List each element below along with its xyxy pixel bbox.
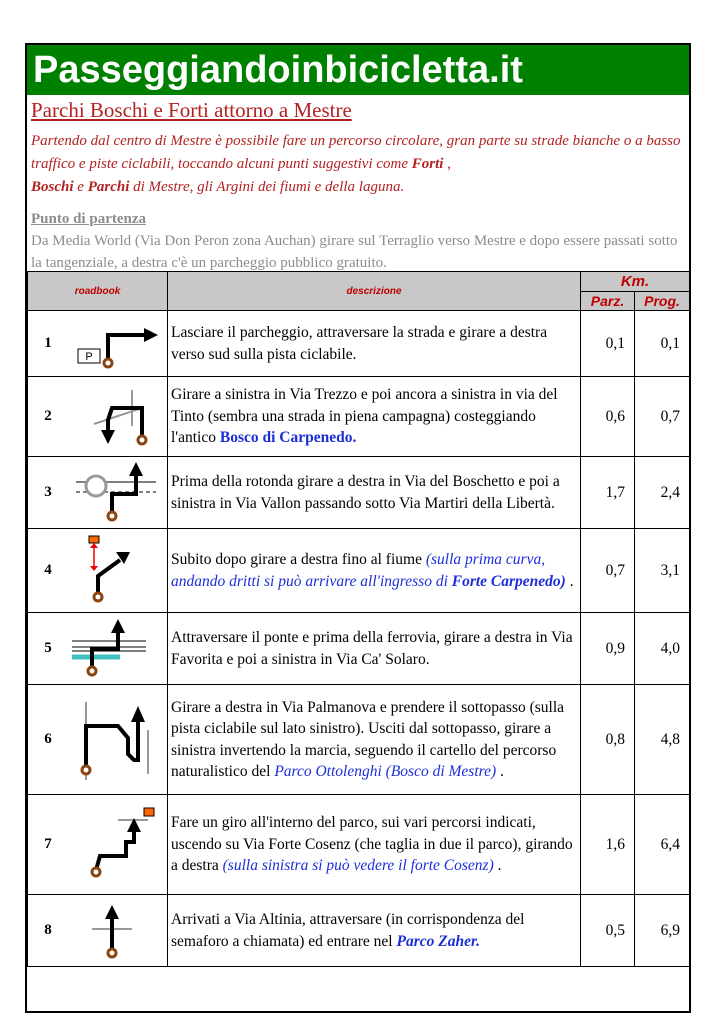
km-prog: 4,0 (635, 613, 690, 685)
km-parz: 1,7 (581, 457, 635, 529)
row-cell (28, 685, 168, 795)
row-cell (28, 613, 168, 685)
row-description (168, 613, 581, 685)
description-end: . (565, 572, 574, 590)
row-cell (28, 529, 168, 613)
description-text: Attraversare il ponte e prima della ferrovia, girare a destra in Via Favorita e poi a sinistra in Via Ca' Solaro. (171, 629, 573, 668)
step-number: 8 (44, 922, 52, 938)
row-description (168, 895, 581, 967)
bridge-turn-icon (68, 617, 164, 681)
row-description (168, 457, 581, 529)
description-text: Subito dopo girare a destra fino al fiume (171, 551, 426, 568)
start-section (27, 204, 689, 271)
row-cell (28, 311, 168, 377)
park-loop-icon (68, 800, 164, 890)
row-cell (28, 795, 168, 895)
description-highlight: Bosco di Carpenedo. (219, 429, 357, 447)
km-parz: 0,1 (581, 311, 635, 377)
km-prog: 6,4 (635, 795, 690, 895)
row-description (168, 311, 581, 377)
turn-right-fort-icon (68, 534, 164, 608)
km-parz: 0,6 (581, 377, 635, 457)
description-highlight: Forte Carpenedo) (451, 572, 566, 590)
row-cell (28, 457, 168, 529)
turn-left-arrow-icon (68, 382, 164, 452)
header-descrizione: descrizione (168, 272, 581, 311)
row-cell (28, 895, 168, 967)
underpass-u-turn-icon (68, 690, 164, 790)
row-cell (28, 377, 168, 457)
km-parz: 0,5 (581, 895, 635, 967)
table-row (28, 613, 690, 685)
description-highlight: Parco Ottolenghi (Bosco di Mestre) (274, 763, 497, 780)
description-text: Girare a destra in Via Palmanova e prendere il sottopasso (sulla pista ciclabile sul lato sinistro). Usciti dal sottopasso, girare a sinistra invertendo la marcia, seguendo il cartello del percorso naturalistico del (171, 698, 565, 780)
description-highlight: Parco Zaher. (396, 932, 481, 950)
header-roadbook: roadbook (28, 272, 168, 311)
description-text: Girare a sinistra in Via Trezzo e poi ancora a sinistra in via del Tinto (sembra una strada in piena campagna) costeggiando l'antico (171, 386, 558, 447)
km-parz: 0,8 (581, 685, 635, 795)
km-prog: 4,8 (635, 685, 690, 795)
row-description (168, 529, 581, 613)
description-end: . (496, 763, 504, 780)
row-description (168, 795, 581, 895)
intro-part2: di Mestre, gli Argini dei fiumi e della laguna. (129, 179, 405, 195)
intro-part1: Partendo dal centro di Mestre è possibile fare un percorso circolare, gran parte su strade bianche o a basso traffico e piste ciclabili, toccando alcuni punti suggestivi come (31, 133, 681, 172)
step-number: 7 (44, 836, 52, 852)
turn-right-arrow-icon (68, 319, 164, 369)
intro-paragraph (27, 126, 689, 204)
intro-boschi: Boschi (31, 179, 74, 195)
site-title: Passeggiandoinbicicletta.it (27, 45, 689, 95)
step-number: 4 (44, 562, 52, 578)
description-text: Lasciare il parcheggio, attraversare la strada e girare a destra verso sud sulla pista ciclabile. (171, 324, 548, 363)
row-description (168, 377, 581, 457)
intro-and: e (73, 179, 88, 195)
step-number: 6 (44, 731, 52, 747)
km-parz: 0,7 (581, 529, 635, 613)
row-description (168, 685, 581, 795)
km-parz: 0,9 (581, 613, 635, 685)
intro-comma: , (443, 156, 451, 172)
table-row (28, 311, 690, 377)
table-row (28, 795, 690, 895)
km-prog: 3,1 (635, 529, 690, 613)
table-row (28, 377, 690, 457)
km-prog: 0,7 (635, 377, 690, 457)
km-parz: 1,6 (581, 795, 635, 895)
straight-arrow-icon (68, 899, 164, 963)
subtitle-text: Parchi Boschi e Forti attorno a Mestre (31, 98, 352, 122)
page-frame (25, 43, 691, 1013)
page-subtitle (27, 95, 689, 126)
roundabout-arrow-icon (68, 460, 164, 526)
description-end: . (493, 857, 502, 875)
step-number: 5 (44, 640, 52, 656)
description-text: Arrivati a Via Altinia, attraversare (in corrispondenza del semaforo a chiamata) ed entrare nel (171, 911, 525, 950)
description-text: Fare un giro all'interno del parco, sui vari percorsi indicati, uscendo su Via Forte Cosenz (che taglia in due il parco), girando a destra (171, 814, 573, 875)
table-row (28, 685, 690, 795)
description-text: Prima della rotonda girare a destra in Via del Boschetto e poi a sinistra in Via Vallon passando sotto Via Martiri della Libertà. (171, 473, 560, 512)
step-number: 3 (44, 484, 52, 500)
roadbook-table (27, 271, 690, 967)
parking-sign-label: P (85, 350, 93, 363)
start-text: Da Media World (Via Don Peron zona Auchan) girare sul Terraglio verso Mestre e dopo essere passati sotto la tangenziale, a destra c'è un parcheggio pubblico gratuito. (31, 233, 678, 271)
intro-forti: Forti (411, 156, 444, 172)
step-number: 2 (44, 408, 52, 424)
km-prog: 0,1 (635, 311, 690, 377)
step-number: 1 (44, 335, 52, 351)
header-prog: Prog. (635, 291, 690, 311)
table-row (28, 529, 690, 613)
km-prog: 6,9 (635, 895, 690, 967)
start-label: Punto di partenza (31, 211, 147, 227)
table-row (28, 457, 690, 529)
intro-parchi: Parchi (87, 179, 130, 195)
description-note: (sulla sinistra si può vedere il forte Cosenz) (222, 857, 494, 875)
header-parz: Parz. (581, 291, 635, 311)
header-km: Km. (581, 272, 690, 292)
table-row (28, 895, 690, 967)
description-note: (sulla prima curva, andando dritti si può arrivare all'ingresso di (171, 551, 546, 590)
km-prog: 2,4 (635, 457, 690, 529)
